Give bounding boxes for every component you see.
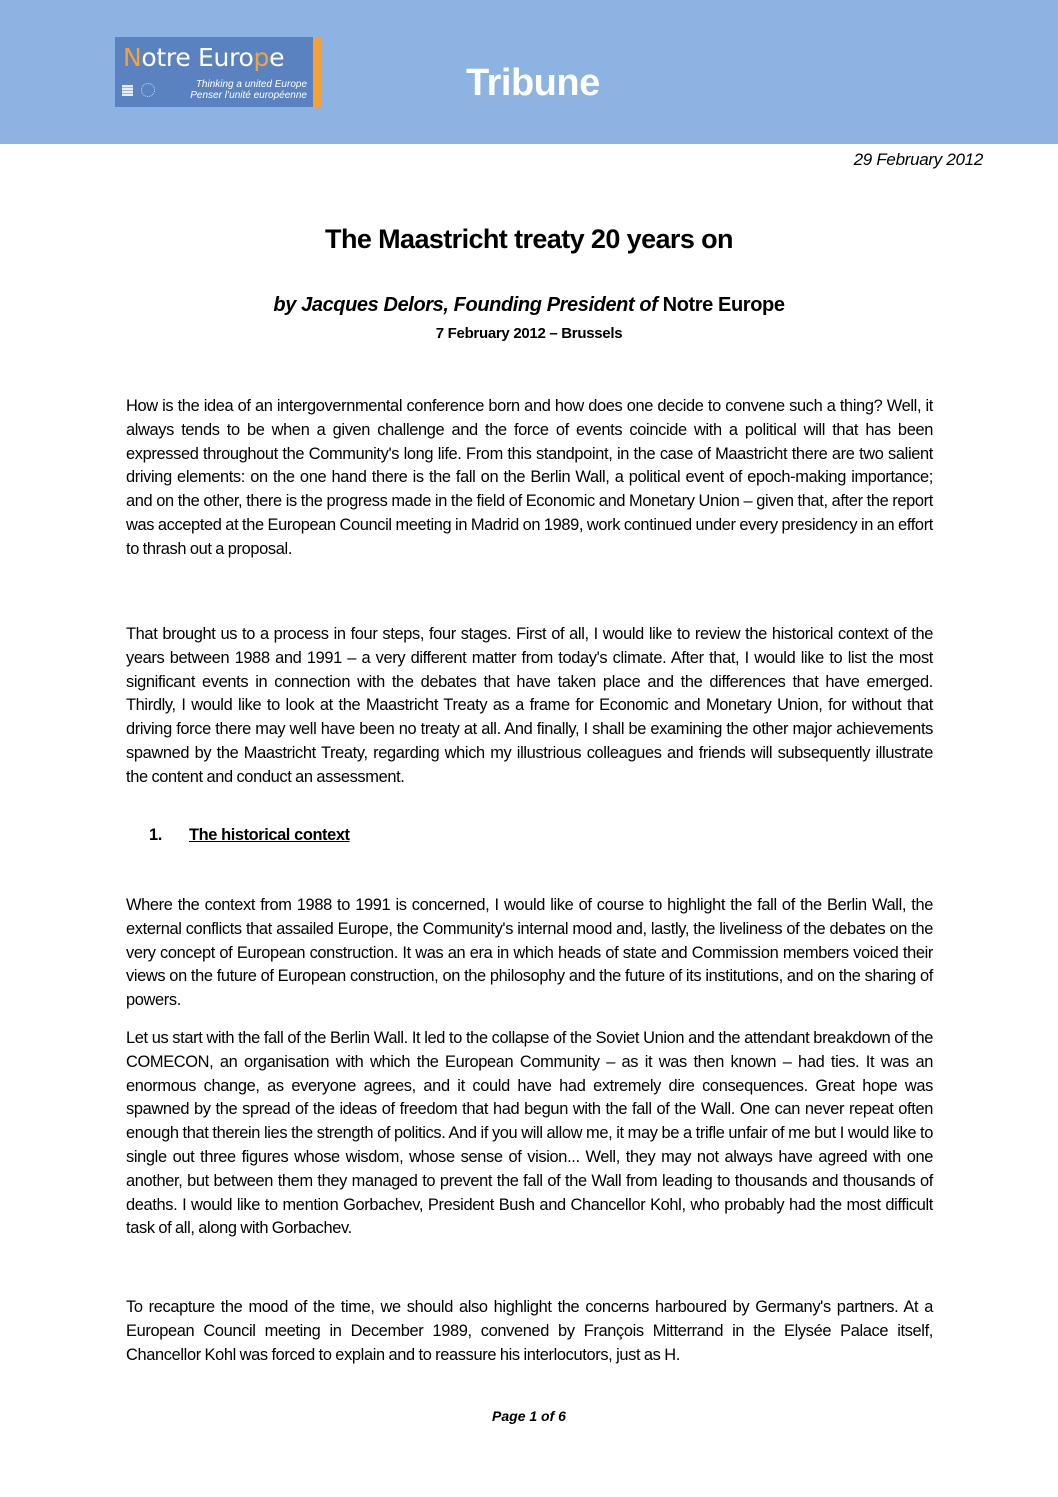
byline [0, 294, 1058, 317]
paragraph-text: To recapture the mood of the time, we should also highlight the concerns harboured by Germany's partners. At a European Council meeting in December 1989, convened by François Mitterrand in the Elysée Palace itself, Chancellor Kohl was forced to explain and to reassure his interlocutors, just as H. [126, 1298, 933, 1364]
paragraph-text: How is the idea of an intergovernmental conference born and how does one decide to convene such a thing? Well, it always tends to be when a given challenge and the force of events coincide with a political will that has been expressed throughout the Community's long life. From this standpoint, in the case of Maastricht there are two salient driving elements: on the one hand there is the fall on the Berlin Wall, a political event of epoch-making importance; and on the other, there is the progress made in the field of Economic and Monetary Union – given that, after the report was accepted at the European Council meeting in Madrid on 1989, work continued under every presidency in an effort to thrash out a proposal. [126, 397, 933, 558]
paragraph-section-2 [126, 1027, 933, 1241]
section-title: The historical context [189, 826, 350, 844]
logo-tagline-en: Thinking a united Europe [195, 79, 307, 90]
paragraph-section-3 [126, 1296, 933, 1367]
byline-organization: Notre Europe [662, 294, 785, 316]
page-number: Page 1 of 6 [492, 1408, 566, 1424]
section-number: 1. [149, 826, 162, 844]
paragraph-intro-1 [126, 395, 933, 562]
paragraph-text: Where the context from 1988 to 1991 is concerned, I would like of course to highlight the fall of the Berlin Wall, the external conflicts that assailed Europe, the Community's internal mood and, lastly, the liveliness of the debates on the very concept of European construction. It was an era in which heads of state and Commission members voiced their views on the future of European construction, on the philosophy and the future of its institutions, and on the sharing of powers. [126, 896, 933, 1010]
logo-title [123, 43, 284, 72]
publication-date: 29 February 2012 [853, 150, 983, 169]
logo-tagline [190, 80, 307, 101]
notre-europe-logo [115, 37, 321, 107]
eu-stars-icon [141, 83, 155, 97]
paragraph-text: Let us start with the fall of the Berlin Wall. It led to the collapse of the Soviet Union and the attendant breakdown of the COMECON, an organisation with which the European Community – as it was then known – had ties. It was an enormous change, as everyone agrees, and it could have had extremely dire consequences. Great hope was spawned by the spread of the ideas of freedom that had begun with the fall of the Wall. One can never repeat often enough that therein lies the strength of politics. And if you will allow me, it may be a trifle unfair of me but I would like to single out three figures whose wisdom, whose sense of vision... Well, they may not always have agreed with one another, but between them they managed to prevent the fall of the Wall from leading to thousands and thousands of deaths. I would like to mention Gorbachev, President Bush and Chancellor Kohl, who probably had the most difficult task of all, along with Gorbachev. [126, 1029, 933, 1238]
document-lines-icon [122, 85, 133, 96]
paragraph-text: That brought us to a process in four steps, four stages. First of all, I would like to review the historical context of the years between 1988 and 1991 – a very different matter from today's climate. After that, I would like to list the most significant events in connection with the debates that have taken place and the differences that have emerged. Thirdly, I would like to look at the Maastricht Treaty as a frame for Economic and Monetary Union, for without that driving force there may well have been no treaty at all. And finally, I shall be examining the other major achievements spawned by the Maastricht Treaty, regarding which my illustrious colleagues and friends will subsequently illustrate the content and conduct an assessment. [126, 625, 933, 786]
logo-title-initial: N [123, 43, 142, 72]
event-date-location: 7 February 2012 – Brussels [435, 325, 623, 342]
paragraph-intro-2 [126, 623, 933, 790]
header-band [0, 0, 1058, 144]
section-heading [149, 826, 350, 845]
logo-title-end: e [269, 43, 285, 72]
article-title: The Maastricht treaty 20 years on [325, 224, 733, 254]
series-label: Tribune [466, 62, 600, 104]
byline-author: by Jacques Delors, Founding President of [273, 294, 658, 316]
logo-title-accent: p [253, 43, 270, 72]
paragraph-section-1 [126, 894, 933, 1013]
logo-title-middle: otre Euro [141, 43, 254, 72]
logo-tagline-fr: Penser l’unité européenne [190, 89, 307, 101]
